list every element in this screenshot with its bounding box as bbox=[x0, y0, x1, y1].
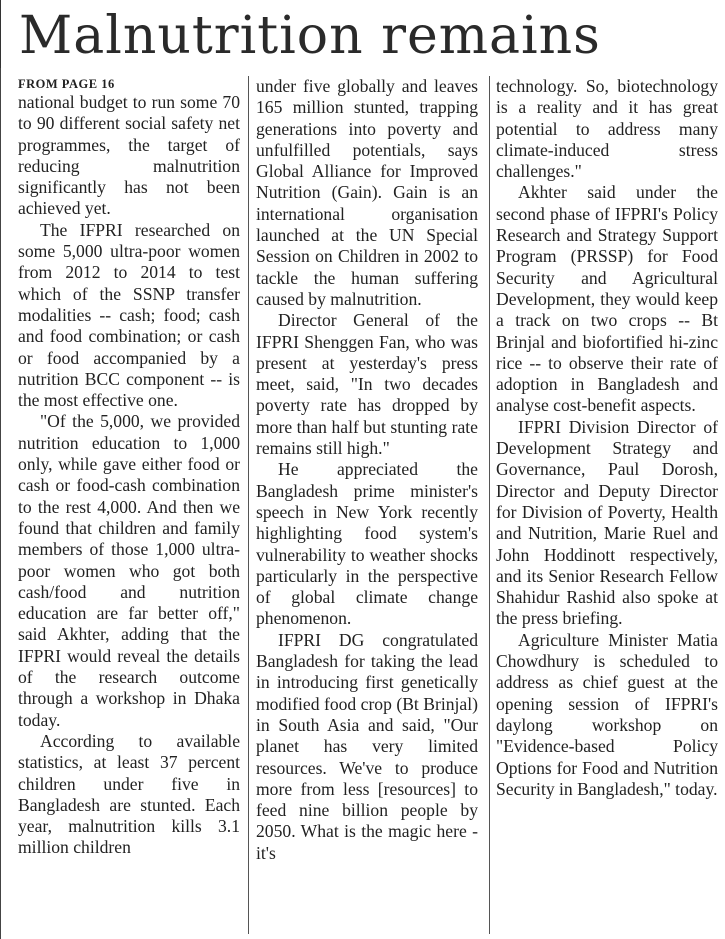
column-divider bbox=[489, 76, 490, 934]
article-column-1 bbox=[18, 76, 240, 859]
paragraph: Director General of the IFPRI Shenggen Fan, who was present at yesterday's press meet, said, "In two decades poverty rate has dropped by more than half but stunting rate remains still high." bbox=[256, 310, 478, 459]
headline-banner bbox=[0, 0, 725, 68]
paragraph: IFPRI Division Director of Development Strategy and Governance, Paul Dorosh, Director and Deputy Director for Division of Poverty, Health and Nutrition, Marie Ruel and John Hoddinott respectively, and its Senior Research Fellow Shahidur Rashid also spoke at the press briefing. bbox=[496, 416, 718, 629]
paragraph: He appreciated the Bangladesh prime minister's speech in New York recently highlighting food system's vulnerability to weather shocks particularly in the perspective of global climate change phenomenon. bbox=[256, 459, 478, 629]
paragraph: technology. So, biotechnology is a reality and it has great potential to address many climate-induced stress challenges." bbox=[496, 76, 718, 182]
paragraph: IFPRI DG congratulated Bangladesh for taking the lead in introducing first genetically modified food crop (Bt Brinjal) in South Asia and said, "Our planet has very limited resources. We've to produce more from less [resources] to feed nine billion people by 2050. What is the magic here - it's bbox=[256, 629, 478, 863]
paragraph: According to available statistics, at least 37 percent children under five in Bangladesh are stunted. Each year, malnutrition kills 3.1 million children bbox=[18, 730, 240, 858]
paragraph: "Of the 5,000, we provided nutrition education to 1,000 only, while gave either food or cash or food-cash combination to the rest 4,000. And then we found that children and family members of those 1,000 ultra-poor women who got both cash/food and nutrition education are far better off," said Akhter, adding that the IFPRI would reveal the details of the research outcome through a workshop in Dhaka today. bbox=[18, 411, 240, 730]
article-column-3 bbox=[496, 76, 718, 800]
column-divider bbox=[248, 76, 249, 934]
paragraph: under five globally and leaves 165 million stunted, trapping generations into poverty and unfulfilled potentials, says Global Alliance for Improved Nutrition (Gain). Gain is an international organisation launched at the UN Special Session on Children in 2002 to tackle the human suffering caused by malnutrition. bbox=[256, 76, 478, 309]
paragraph: national budget to run some 70 to 90 different social safety net programmes, the target of reducing malnutrition significantly has not been achieved yet. bbox=[18, 92, 240, 219]
continuation-label: FROM PAGE 16 bbox=[18, 77, 115, 91]
paragraph: The IFPRI researched on some 5,000 ultra-poor women from 2012 to 2014 to test which of the SSNP transfer modalities -- cash; food; cash and food combination; or cash or food accompanied by a nutrition BCC component -- is the most effective one. bbox=[18, 219, 240, 411]
article-column-2 bbox=[256, 76, 478, 864]
paragraph: Agriculture Minister Matia Chowdhury is scheduled to address as chief guest at the opening session of IFPRI's daylong workshop on "Evidence-based Policy Options for Food and Nutrition Security in Bangladesh," today. bbox=[496, 629, 718, 799]
left-border-rule bbox=[0, 0, 1, 939]
headline: Malnutrition remains bbox=[19, 6, 601, 66]
paragraph: Akhter said under the second phase of IFPRI's Policy Research and Strategy Support Program (PRSSP) for Food Security and Agricultural Development, they would keep a track on two crops -- Bt Brinjal and biofortified hi-zinc rice -- to observe their rate of adoption in Bangladesh and analyse cost-benefit aspects. bbox=[496, 182, 718, 416]
